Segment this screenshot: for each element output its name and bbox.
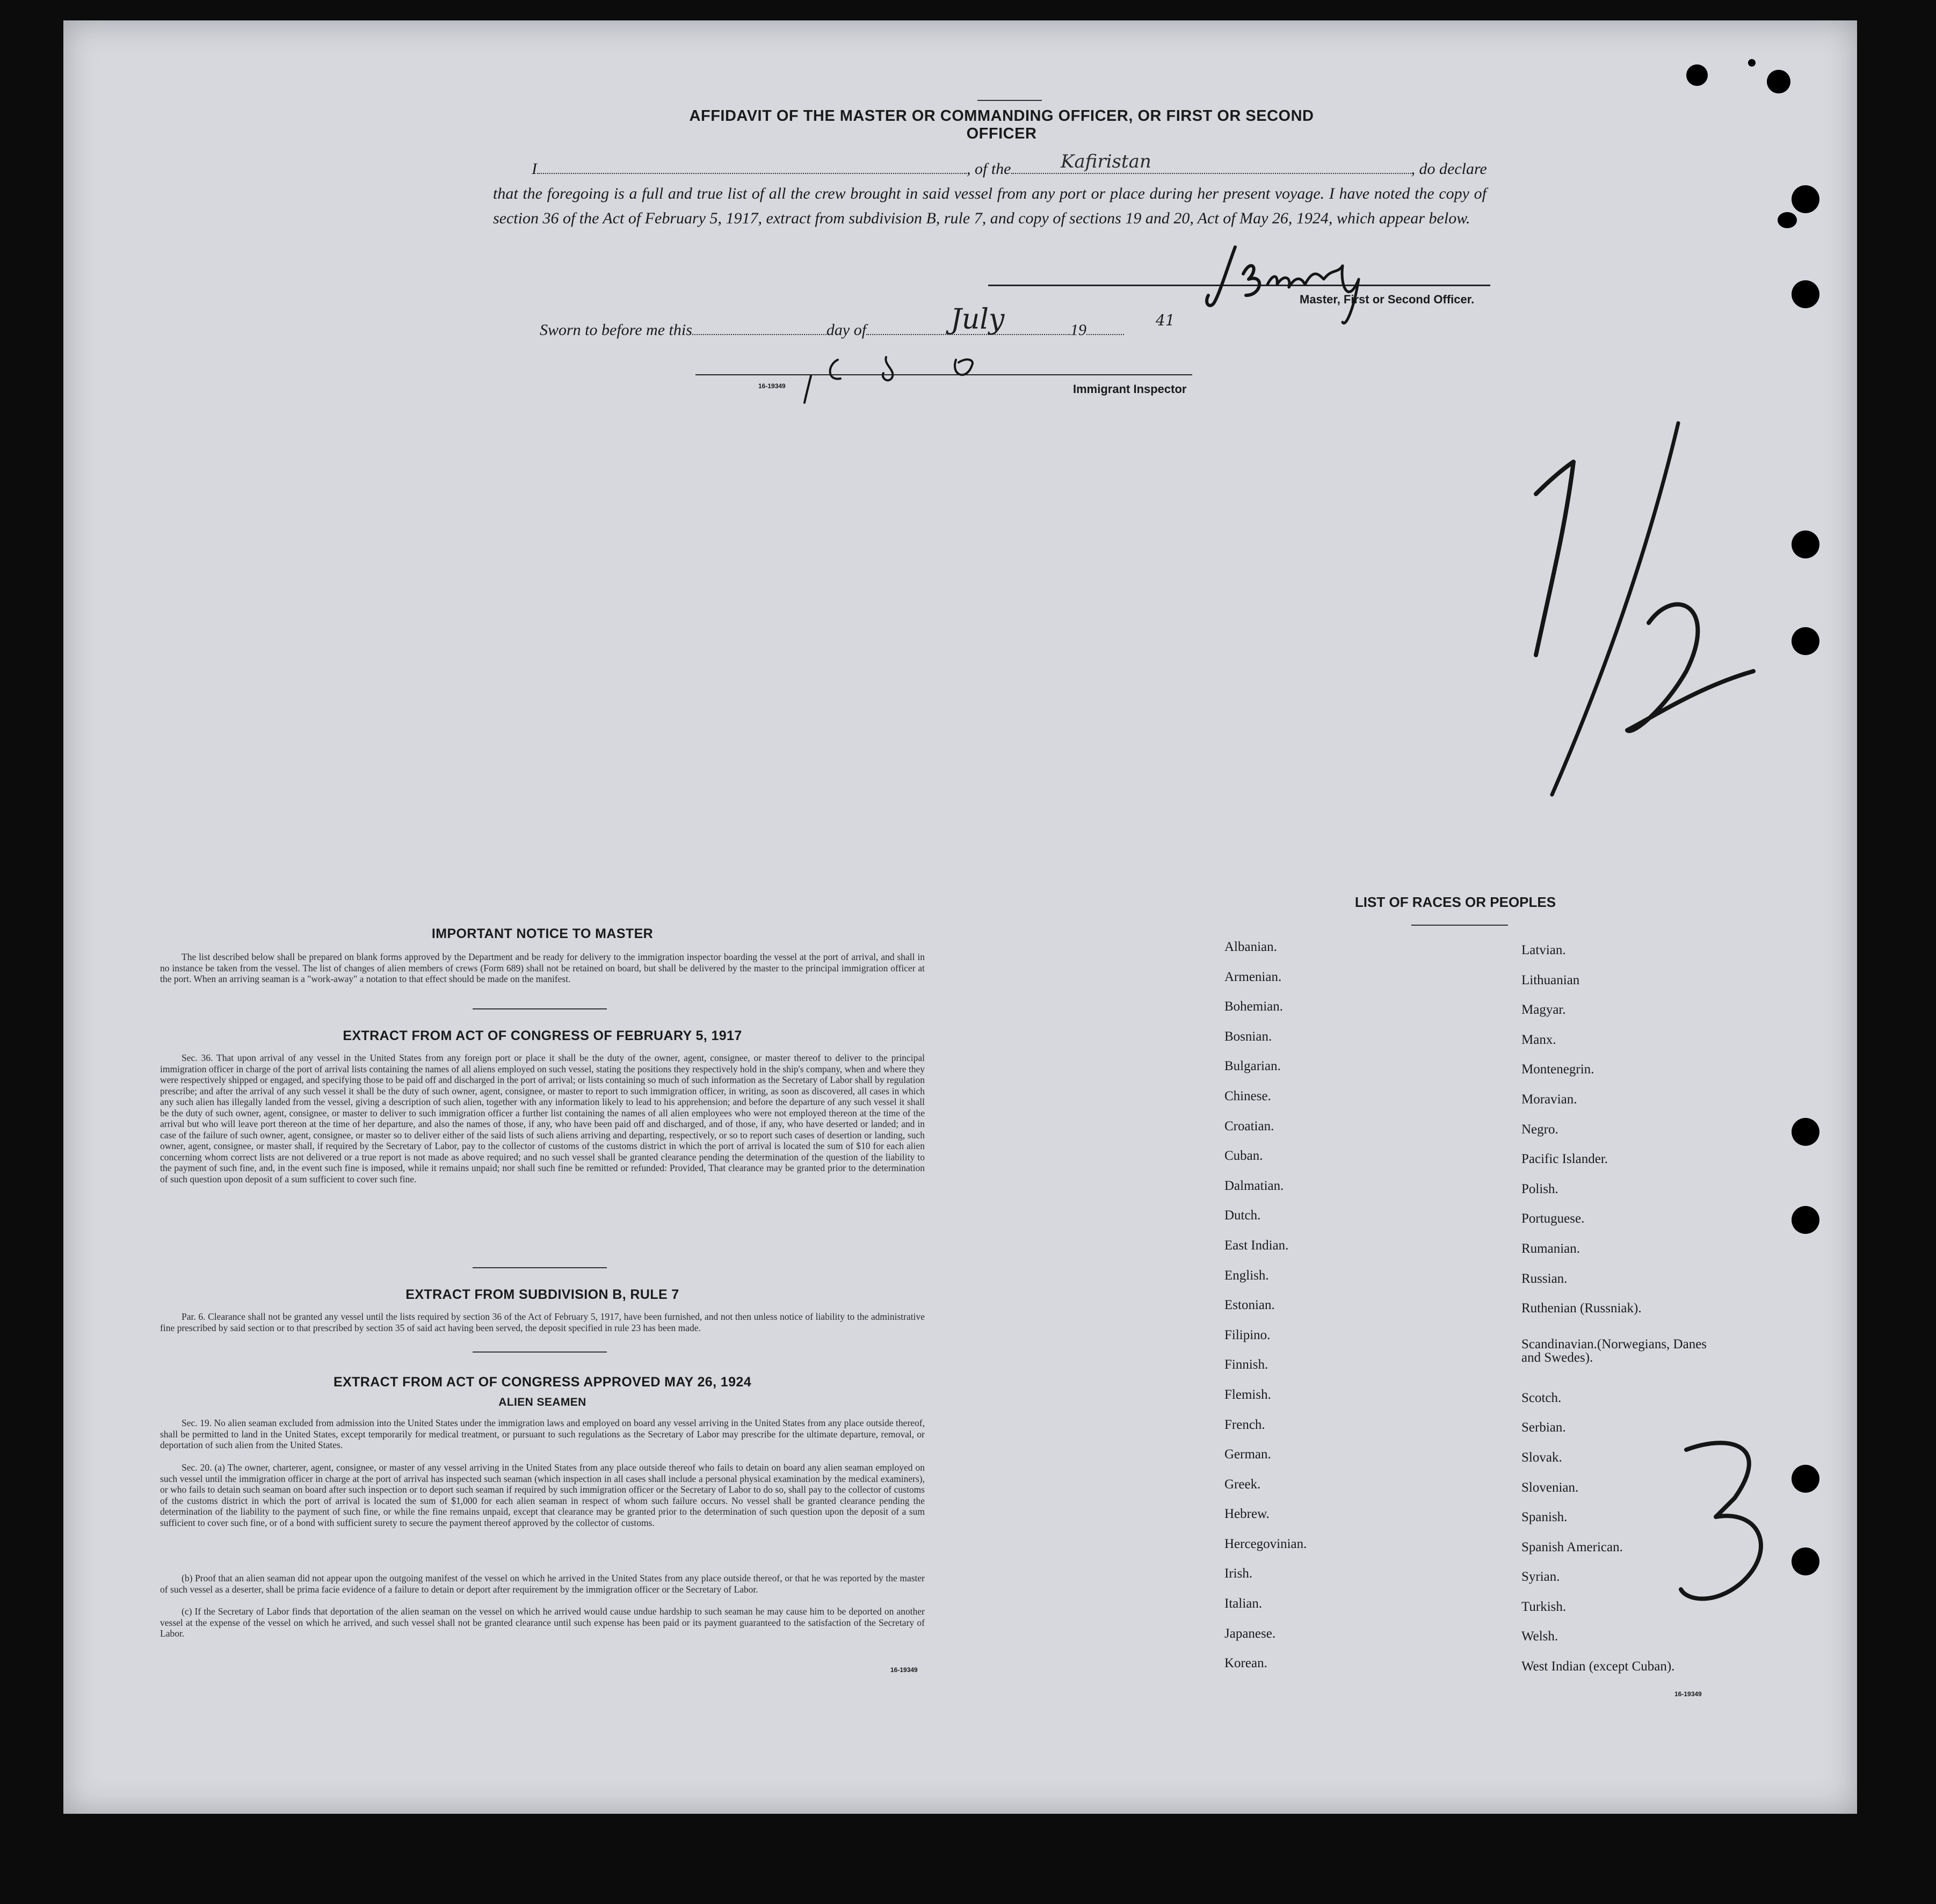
race-item: Portuguese. — [1521, 1211, 1585, 1226]
race-item: Scandinavian.(Norwegians, Danes and Swedes). — [1521, 1336, 1707, 1365]
handwritten-fraction — [1471, 419, 1772, 816]
officer-caption: Master, First or Second Officer. — [1300, 293, 1475, 306]
affidavit-title: AFFIDAVIT OF THE MASTER OR COMMANDING OFFICER, OR FIRST OR SECOND OFFICER — [689, 107, 1314, 142]
notice-title: IMPORTANT NOTICE TO MASTER — [431, 926, 654, 941]
punch-hole — [1792, 1465, 1819, 1493]
race-item: Rumanian. — [1521, 1241, 1580, 1256]
affidavit-title-rule — [977, 100, 1042, 101]
day-of-label: day of — [826, 321, 867, 339]
race-item: Moravian. — [1521, 1092, 1577, 1107]
ink-blot — [1767, 70, 1790, 93]
extract-1924-sec19: Sec. 19. No alien seaman excluded from admission into the United States under the immigration laws and employed on board any vessel arriving in the United States from any place outside thereof, shall be permitted to land in the United States, except temporarily for medical treatment, or pursuant to such regulations as the Secretary of Labor may prescribe for the ultimate departure, removal, or deportation of such alien from the United States. — [160, 1418, 925, 1450]
form-code: 16-19349 — [758, 382, 786, 390]
of-the-label: , of the — [967, 160, 1011, 178]
race-item: Greek. — [1224, 1477, 1261, 1492]
race-item: French. — [1224, 1417, 1265, 1432]
race-item: Albanian. — [1224, 940, 1277, 954]
form-code: 16-19349 — [1674, 1690, 1702, 1698]
race-item: Armenian. — [1224, 969, 1282, 984]
inspector-signature-line — [695, 374, 1192, 375]
race-item: West Indian (except Cuban). — [1521, 1659, 1675, 1674]
vessel-name-handwritten: Kafiristan — [1061, 151, 1151, 172]
races-left-column — [1224, 940, 1307, 1686]
punch-hole — [1792, 1206, 1819, 1234]
extract-rule7-title: EXTRACT FROM SUBDIVISION B, RULE 7 — [405, 1287, 679, 1302]
sworn-line — [540, 318, 1124, 343]
section-divider — [473, 1008, 607, 1009]
race-item: English. — [1224, 1268, 1269, 1283]
races-title-rule — [1411, 925, 1508, 926]
race-item: Cuban. — [1224, 1149, 1263, 1164]
races-right-column — [1521, 943, 1715, 1689]
race-item: Magyar. — [1521, 1002, 1566, 1018]
race-item: Estonian. — [1224, 1298, 1275, 1313]
race-item: Korean. — [1224, 1656, 1267, 1671]
section-divider — [473, 1267, 607, 1268]
race-item: Hercegovinian. — [1224, 1536, 1307, 1551]
sworn-label: Sworn to before me this — [540, 321, 692, 339]
race-item: Russian. — [1521, 1271, 1568, 1286]
race-item: Serbian. — [1521, 1420, 1566, 1435]
race-item: Scotch. — [1521, 1390, 1562, 1405]
ink-blot — [1778, 212, 1797, 228]
affidavit-body: that the foregoing is a full and true list of all the crew brought in said vessel from any port or place during her present voyage. I have noted the copy of section 36 of the Act of February 5, 1917, extract from subdivision B, rule 7, and copy of sections 19 and 20, Act of May 26, 1924, which appear below. — [493, 185, 1487, 227]
affidavit-declaration-line — [532, 157, 1487, 181]
race-item: Montenegrin. — [1521, 1062, 1594, 1077]
section-divider — [473, 1351, 607, 1353]
day-field — [692, 318, 826, 335]
race-item: Croatian. — [1224, 1118, 1274, 1133]
race-item: Bulgarian. — [1224, 1059, 1281, 1074]
extract-1924-sec20b: (b) Proof that an alien seaman did not appear upon the outgoing manifest of the vessel on which he arrived in the United States from any place outside thereof, or that he was reported by the master of such vessel as a deserter, shall be prima facie evidence of a failure to detain or deport after requirement by the immigration officer or the Secretary of Labor. — [160, 1573, 925, 1595]
race-item: Italian. — [1224, 1596, 1263, 1611]
race-item: Ruthenian (Russniak). — [1521, 1301, 1642, 1316]
race-item: Flemish. — [1224, 1387, 1271, 1402]
extract-1924-sec20c: (c) If the Secretary of Labor finds that deportation of the alien seaman on the vessel on which he arrived would cause undue hardship to such seaman he may cause him to be deported on another vessel at the expense of the vessel on which he arrived, and such vessel shall not be granted clearance until such expense has been paid or its payment guaranteed to the satisfaction of the Secretary of Labor. — [160, 1606, 925, 1639]
ink-blot — [1748, 59, 1756, 67]
race-item: Dalmatian. — [1224, 1178, 1284, 1193]
race-item: Spanish American. — [1521, 1539, 1623, 1554]
race-item: Welsh. — [1521, 1629, 1558, 1644]
race-item: Manx. — [1521, 1032, 1556, 1047]
race-item: Dutch. — [1224, 1208, 1261, 1223]
race-item: German. — [1224, 1447, 1271, 1462]
year-prefix: 19 — [1070, 321, 1087, 339]
name-field — [537, 157, 967, 174]
inspector-initials — [795, 344, 1010, 408]
race-item: Slovenian. — [1521, 1480, 1579, 1495]
race-item: Slovak. — [1521, 1450, 1562, 1465]
punch-hole — [1792, 627, 1819, 655]
race-item: Pacific Islander. — [1521, 1152, 1608, 1167]
extract-rule7-body: Par. 6. Clearance shall not be granted any vessel until the lists required by section 36 of the Act of February 5, 1917, have been furnished, and not then unless notice of liability to the administrative fine prescribed by said section or to that prescribed by section 35 of said act having been served, the deposit specified in rule 23 has been made. — [160, 1311, 925, 1333]
race-item: Latvian. — [1521, 943, 1566, 957]
race-item: Hebrew. — [1224, 1507, 1270, 1522]
race-item: Bosnian. — [1224, 1029, 1272, 1044]
punch-hole — [1792, 1547, 1819, 1575]
race-item: Turkish. — [1521, 1599, 1567, 1614]
race-item: Polish. — [1521, 1181, 1558, 1196]
inspector-caption: Immigrant Inspector — [1073, 382, 1187, 396]
extract-1917-body: Sec. 36. That upon arrival of any vessel in the United States from any foreign port or place it shall be the duty of the owner, agent, consignee, or master thereof to deliver to the principal immigration officer in charge of the port of arrival lists containing the names of all aliens employed on such vessel, stating the positions they respectively hold in the ship's company, when and where they were respectively shipped or engaged, and specifying those to be paid off and discharged in the port of arrival; or lists containing so much of such information as the Secretary of Labor shall by regulation prescribe; and after the arrival of any such vessel it shall be the duty of such owner, agent, consignee, or master to report to such immigration officer, in writing, as soon as discovered, all cases in which any such alien has illegally landed from the vessel, giving a description of such alien, together with any information likely to lead to his apprehension; and before the departure of any such vessel it shall be the duty of such owner, agent, consignee, or master to deliver to such immigration officer a further list containing the names of all alien employees who were not employed thereon at the time of the arrival but who will leave port thereon at the time of her departure, and also the names of those, if any, who have been paid off and discharged, and of those, if any, who have deserted or landed; and in case of the failure of such owner, agent, consignee, or master so to deliver either of the said lists of such aliens arriving and departing, respectively, or so to report such cases of desertion or landing, such owner, agent, consignee, or master shall, if required by the Secretary of Labor, pay to the collector of customs of the customs district in which the port of arrival is located the sum of $10 for each alien concerning whom correct lists are not delivered or a true report is not made as above required; and no such vessel shall be granted clearance pending the determination of the question of the liability to the payment of such fine, and, in the event such fine is imposed, while it remains unpaid; nor shall such fine be remitted or refunded: Provided, That clearance may be granted prior to the determination of such question upon deposit of a sum sufficient to cover such fine. — [160, 1052, 925, 1184]
races-title: LIST OF RACES OR PEOPLES — [1354, 894, 1556, 910]
race-item: Lithuanian — [1521, 972, 1580, 987]
punch-hole — [1792, 280, 1819, 308]
notice-body: The list described below shall be prepared on blank forms approved by the Department and be ready for delivery to the immigration inspector boarding the vessel at the port of arrival, and shall in no instance be taken from the vessel. The list of changes of alien members of crews (Form 689) shall not be retained on board, but shall be delivered by the master to the principal immigration officer at the port. When an arriving seaman is a "work-away" a notation to that effect should be made on the manifest. — [160, 951, 925, 984]
punch-hole — [1792, 530, 1819, 558]
officer-signature — [1198, 236, 1402, 333]
extract-1924-subtitle: ALIEN SEAMEN — [498, 1396, 586, 1408]
race-item: Spanish. — [1521, 1510, 1568, 1525]
do-declare-label: , do declare — [1411, 160, 1487, 178]
ink-blot — [1686, 64, 1708, 86]
race-item: Negro. — [1521, 1122, 1558, 1137]
race-item: Finnish. — [1224, 1357, 1268, 1372]
race-item: East Indian. — [1224, 1238, 1289, 1253]
race-item: Japanese. — [1224, 1626, 1276, 1641]
race-item: Filipino. — [1224, 1327, 1271, 1342]
race-item: Bohemian. — [1224, 999, 1284, 1014]
affidavit-i-label: I — [532, 160, 537, 178]
punch-hole — [1792, 1118, 1819, 1146]
month-handwritten: July — [951, 303, 1005, 336]
extract-1917-title: EXTRACT FROM ACT OF CONGRESS OF FEBRUARY 5, 1917 — [343, 1028, 742, 1043]
race-item: Syrian. — [1521, 1569, 1560, 1585]
punch-hole — [1792, 185, 1819, 213]
extract-1924-sec20a: Sec. 20. (a) The owner, charterer, agent, consignee, or master of any vessel arriving in the United States from any place outside thereof who fails to detain on board any alien seaman employed on such vessel until the immigration officer in charge at the port of arrival has inspected such seaman (which inspection in all cases shall include a personal physical examination by the medical examiners), or who fails to detain such seaman on board after such inspection or to deport such seaman if required by such immigration officer or the Secretary of Labor to do so, shall pay to the collector of customs of the customs district in which the port of arrival is located the sum of $1,000 for each alien seaman in respect of whom such failure occurs. No vessel shall be granted clearance pending the determination of the liability to the payment of such fine, or while the fine remains unpaid, except that clearance may be granted prior to the determination of such question upon the deposit of a sum sufficient to cover such fine, or of a bond with sufficient surety to secure the payment thereof approved by the collector of customs. — [160, 1462, 925, 1528]
form-code: 16-19349 — [890, 1666, 918, 1674]
year-handwritten: 41 — [1156, 311, 1175, 329]
race-item: Irish. — [1224, 1566, 1253, 1581]
race-item: Chinese. — [1224, 1088, 1271, 1103]
extract-1924-title: EXTRACT FROM ACT OF CONGRESS APPROVED MAY 26, 1924 — [333, 1375, 752, 1390]
year-field — [1086, 318, 1124, 335]
